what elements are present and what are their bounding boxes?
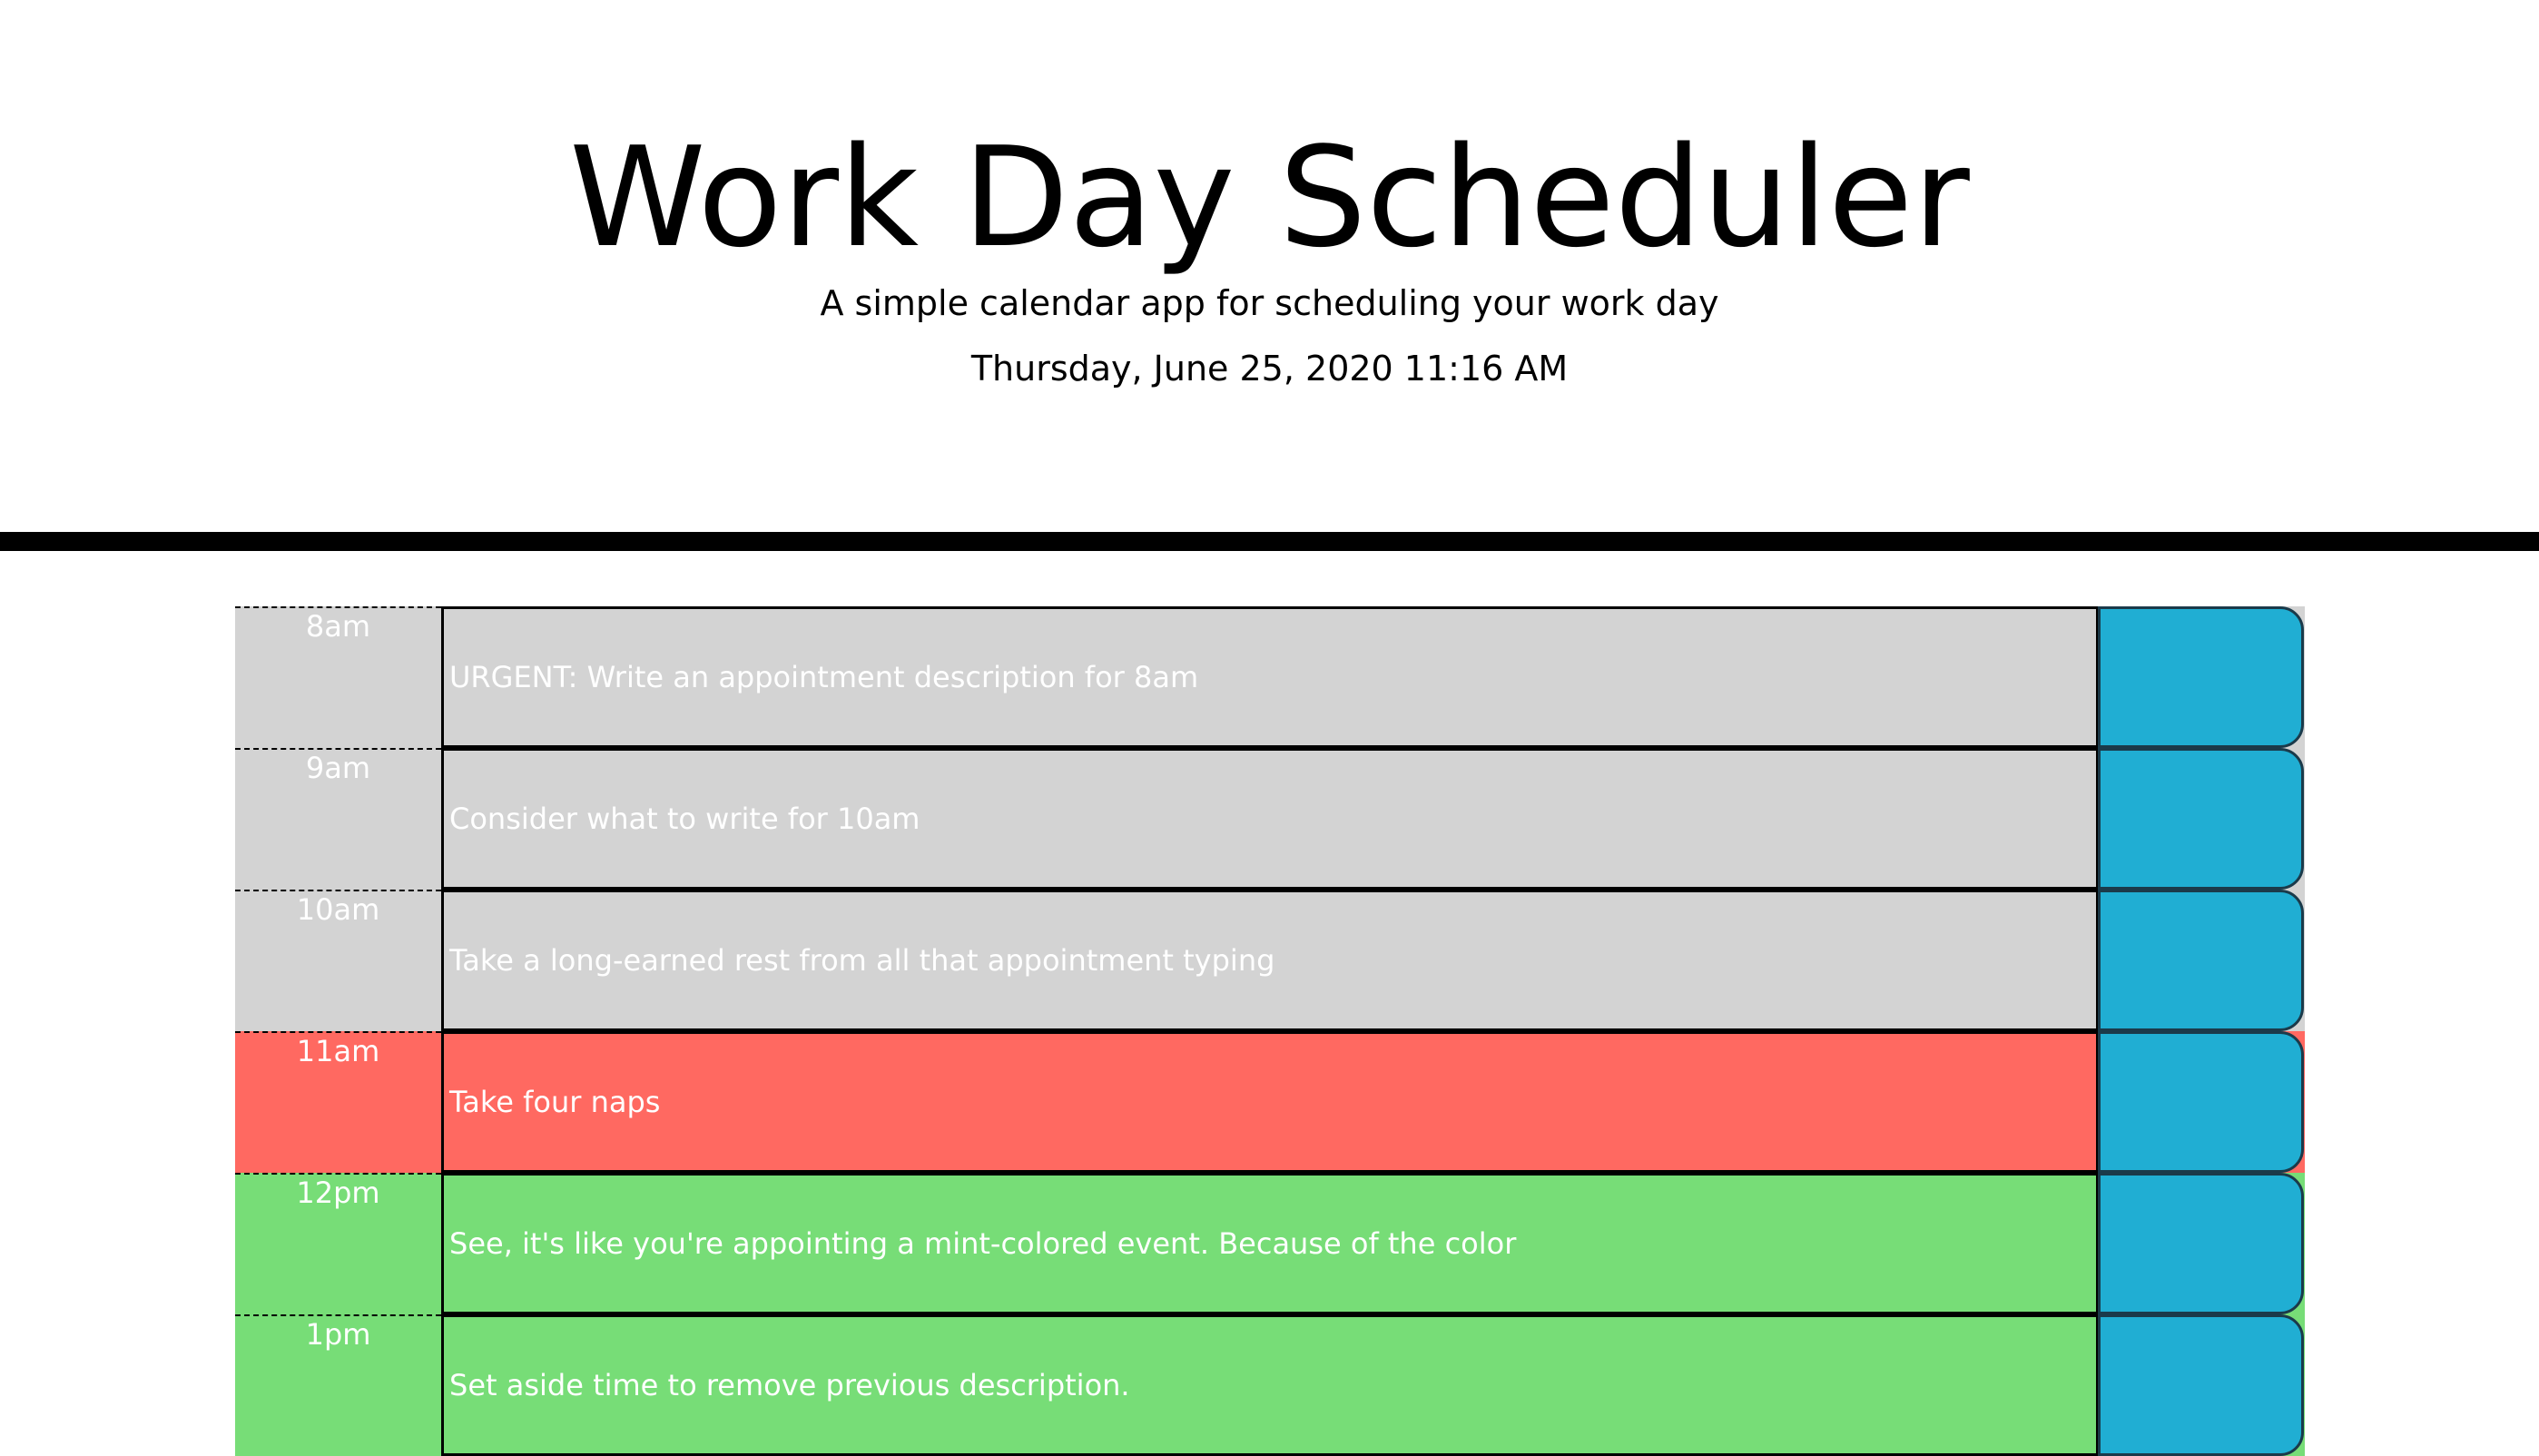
save-button[interactable] [2098, 1031, 2304, 1173]
description-textarea[interactable]: Set aside time to remove previous description. [441, 1314, 2099, 1456]
time-block-12pm [235, 1173, 2305, 1314]
header [0, 0, 2539, 551]
hour-label: 9am [235, 748, 441, 889]
description-textarea[interactable]: Take a long-earned rest from all that appointment typing [441, 890, 2099, 1031]
current-day: Thursday, June 25, 2020 11:16 AM [970, 349, 1569, 389]
page-subtitle: A simple calendar app for scheduling your work day [820, 283, 1719, 323]
hour-label: 12pm [235, 1173, 441, 1313]
description-textarea[interactable]: See, it's like you're appointing a mint-colored event. Because of the color [441, 1173, 2099, 1314]
page-title: Work Day Scheduler [569, 117, 1970, 278]
time-block-8am [235, 606, 2305, 748]
hour-label: 10am [235, 890, 441, 1030]
time-block-9am [235, 748, 2305, 890]
save-button[interactable] [2098, 1173, 2304, 1314]
hour-label: 1pm [235, 1314, 441, 1455]
time-block-11am [235, 1031, 2305, 1173]
description-textarea[interactable]: Take four naps [441, 1031, 2099, 1173]
time-block-1pm [235, 1314, 2305, 1456]
description-textarea[interactable]: Consider what to write for 10am [441, 748, 2099, 890]
save-button[interactable] [2098, 748, 2304, 890]
save-button[interactable] [2098, 606, 2304, 748]
save-button[interactable] [2098, 1314, 2304, 1456]
hour-label: 8am [235, 606, 441, 747]
hour-label: 11am [235, 1031, 441, 1172]
description-textarea[interactable]: URGENT: Write an appointment description for 8am [441, 606, 2099, 748]
save-button[interactable] [2098, 890, 2304, 1031]
time-block-10am [235, 890, 2305, 1031]
